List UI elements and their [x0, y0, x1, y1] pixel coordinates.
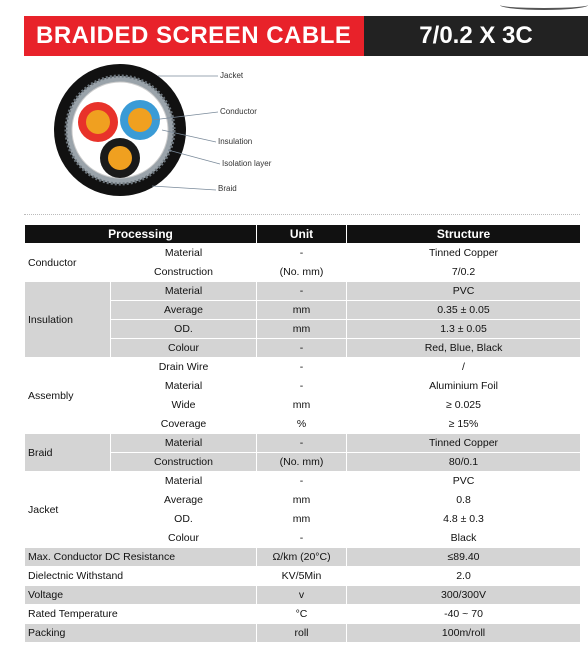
table-row: [25, 358, 581, 377]
callout-insulation: Insulation: [218, 137, 253, 146]
cable-cross-section-svg: [40, 58, 340, 208]
structure-cell: Tinned Copper: [347, 244, 581, 263]
table-row: [25, 282, 581, 301]
unit-cell: KV/5Min: [257, 567, 347, 586]
unit-cell: -: [257, 282, 347, 301]
unit-cell: (No. mm): [257, 263, 347, 282]
header-structure: Structure: [347, 225, 581, 244]
structure-cell: 4.8 ± 0.3: [347, 510, 581, 529]
property-cell: Average: [111, 301, 257, 320]
structure-cell: /: [347, 358, 581, 377]
structure-cell: 7/0.2: [347, 263, 581, 282]
unit-cell: v: [257, 586, 347, 605]
callout-braid: Braid: [218, 184, 237, 193]
summary-label: Max. Conductor DC Resistance: [25, 548, 257, 567]
property-cell: Drain Wire: [111, 358, 257, 377]
summary-label: Packing: [25, 624, 257, 643]
group-jacket: Jacket: [25, 472, 111, 548]
structure-cell: ≥ 15%: [347, 415, 581, 434]
structure-cell: 0.8: [347, 491, 581, 510]
property-cell: Colour: [111, 339, 257, 358]
group-assembly: Assembly: [25, 358, 111, 434]
table-row: [25, 434, 581, 453]
structure-cell: 1.3 ± 0.05: [347, 320, 581, 339]
structure-cell: Aluminium Foil: [347, 377, 581, 396]
unit-cell: (No. mm): [257, 453, 347, 472]
cable-cross-section-diagram: [40, 58, 340, 208]
structure-cell: 80/0.1: [347, 453, 581, 472]
unit-cell: -: [257, 529, 347, 548]
unit-cell: mm: [257, 320, 347, 339]
structure-cell: Black: [347, 529, 581, 548]
unit-cell: mm: [257, 301, 347, 320]
group-insulation: Insulation: [25, 282, 111, 358]
property-cell: Wide: [111, 396, 257, 415]
callout-isolation-layer: Isolation layer: [222, 159, 272, 168]
logo-swoosh: [500, 0, 588, 10]
property-cell: Material: [111, 472, 257, 491]
structure-cell: Red, Blue, Black: [347, 339, 581, 358]
table-row: [25, 472, 581, 491]
unit-cell: mm: [257, 510, 347, 529]
unit-cell: °C: [257, 605, 347, 624]
black-conductor: [108, 146, 132, 170]
structure-cell: 100m/roll: [347, 624, 581, 643]
structure-cell: Tinned Copper: [347, 434, 581, 453]
property-cell: Material: [111, 244, 257, 263]
property-cell: OD.: [111, 510, 257, 529]
table-row: [25, 605, 581, 624]
structure-cell: -40 ~ 70: [347, 605, 581, 624]
property-cell: Coverage: [111, 415, 257, 434]
structure-cell: PVC: [347, 472, 581, 491]
blue-conductor: [128, 108, 152, 132]
property-cell: Construction: [111, 453, 257, 472]
callout-conductor: Conductor: [220, 107, 257, 116]
unit-cell: -: [257, 339, 347, 358]
braid-callout-line: [152, 186, 216, 190]
table-row: [25, 586, 581, 605]
unit-cell: -: [257, 358, 347, 377]
unit-cell: -: [257, 434, 347, 453]
cable-spec: 7/0.2 X 3C: [364, 16, 588, 56]
property-cell: Material: [111, 434, 257, 453]
structure-cell: PVC: [347, 282, 581, 301]
header-unit: Unit: [257, 225, 347, 244]
property-cell: Construction: [111, 263, 257, 282]
unit-cell: roll: [257, 624, 347, 643]
unit-cell: -: [257, 377, 347, 396]
divider: [24, 214, 580, 215]
unit-cell: -: [257, 472, 347, 491]
table-row: [25, 567, 581, 586]
structure-cell: 2.0: [347, 567, 581, 586]
unit-cell: Ω/km (20°C): [257, 548, 347, 567]
group-braid: Braid: [25, 434, 111, 472]
table-row: [25, 548, 581, 567]
table-row: [25, 244, 581, 263]
table-header-row: [25, 225, 581, 244]
unit-cell: mm: [257, 491, 347, 510]
red-conductor: [86, 110, 110, 134]
unit-cell: -: [257, 244, 347, 263]
unit-cell: %: [257, 415, 347, 434]
structure-cell: ≤89.40: [347, 548, 581, 567]
unit-cell: mm: [257, 396, 347, 415]
page-title: BRAIDED SCREEN CABLE: [24, 16, 364, 56]
property-cell: Average: [111, 491, 257, 510]
header-processing: Processing: [25, 225, 257, 244]
group-conductor: Conductor: [25, 244, 111, 282]
summary-label: Voltage: [25, 586, 257, 605]
property-cell: Material: [111, 282, 257, 301]
summary-label: Dielectnic Withstand: [25, 567, 257, 586]
property-cell: Material: [111, 377, 257, 396]
property-cell: OD.: [111, 320, 257, 339]
callout-jacket: Jacket: [220, 71, 244, 80]
property-cell: Colour: [111, 529, 257, 548]
structure-cell: ≥ 0.025: [347, 396, 581, 415]
table-row: [25, 624, 581, 643]
summary-label: Rated Temperature: [25, 605, 257, 624]
structure-cell: 0.35 ± 0.05: [347, 301, 581, 320]
spec-table: [24, 224, 581, 643]
structure-cell: 300/300V: [347, 586, 581, 605]
